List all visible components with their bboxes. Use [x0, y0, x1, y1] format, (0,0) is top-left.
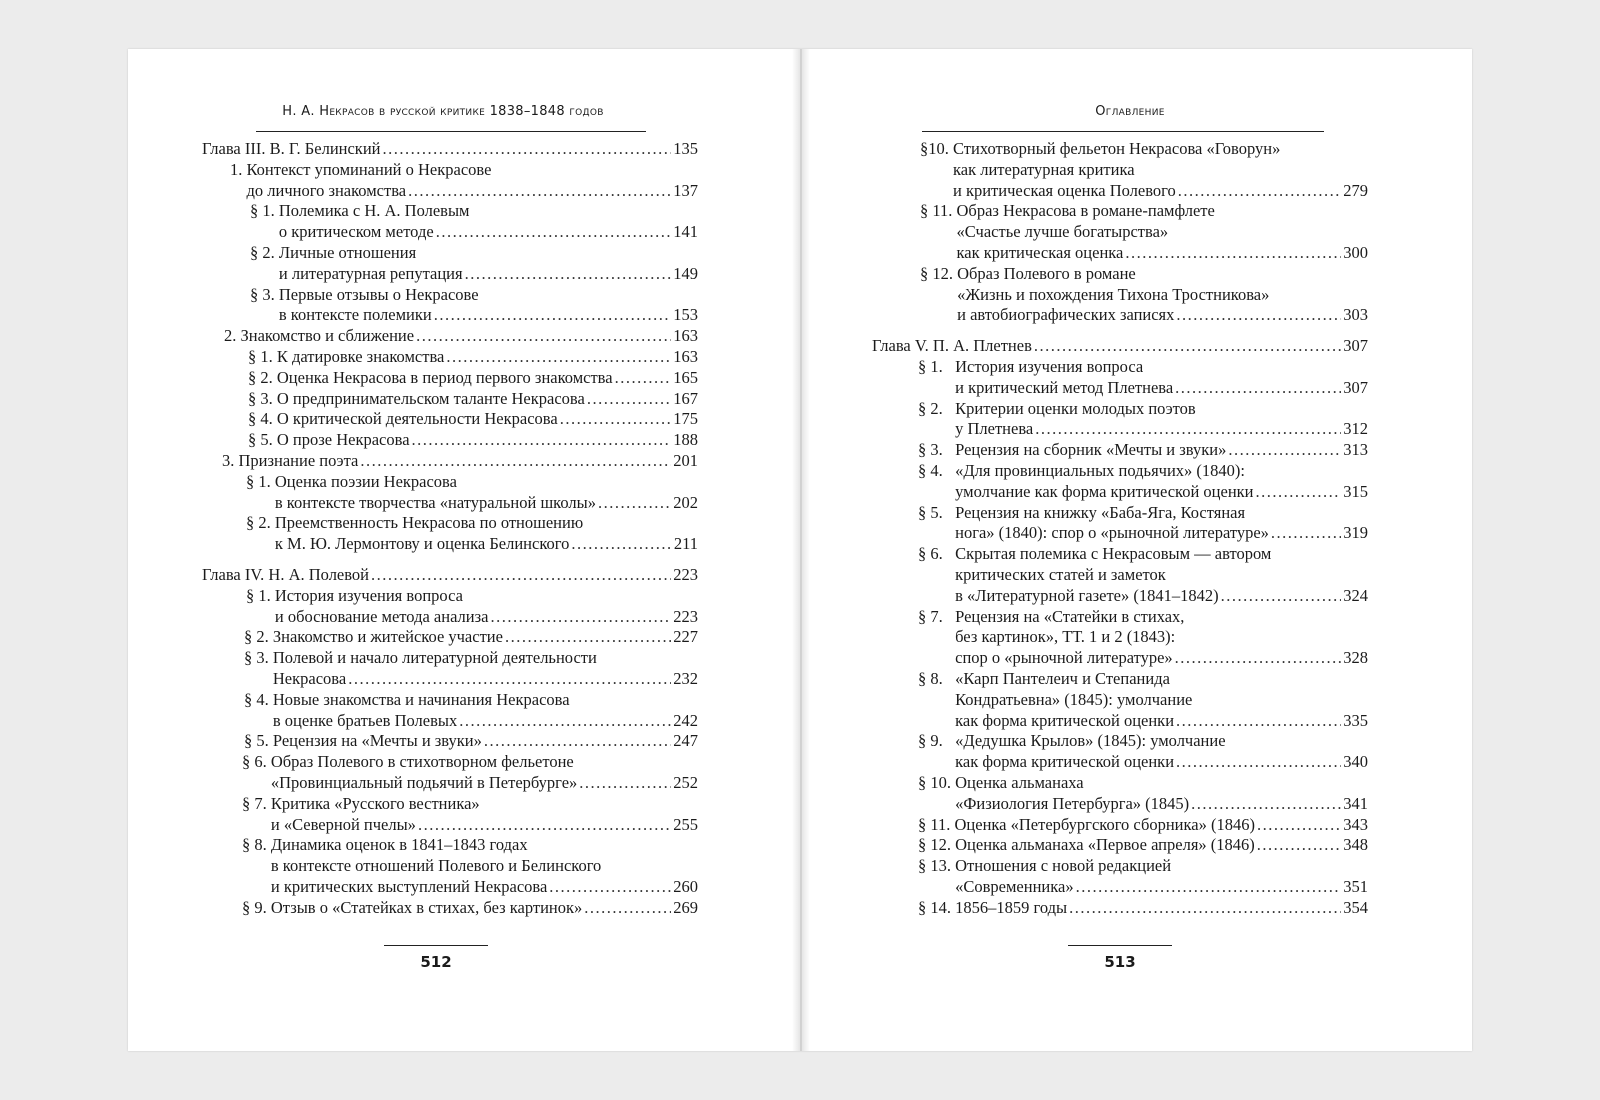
toc-entry-page: 260	[673, 876, 698, 896]
toc-entry-title-line: Отзыв о «Статейках в стихах, без картинок»	[270, 897, 583, 917]
toc-entry	[202, 409, 698, 430]
dot-leader	[1228, 440, 1341, 461]
toc-entry-number: § 2.	[250, 242, 279, 262]
toc-entry	[202, 627, 698, 648]
toc-entry	[202, 139, 698, 160]
toc-entry-title-line: без картинок», ТТ. 1 и 2 (1843):	[955, 627, 1176, 647]
toc-entry-number: § 9.	[918, 731, 956, 751]
dot-leader	[412, 430, 672, 451]
toc-entry-page: 312	[1343, 419, 1368, 439]
toc-entry-title-line: нога» (1840): спор о «рыночной литературе»	[955, 523, 1269, 543]
toc-entry-title-line: Личные отношения	[278, 242, 417, 262]
toc-entry-title-line: Критерии оценки молодых поэтов	[955, 398, 1196, 418]
toc-entry-number: § 7.	[242, 793, 271, 813]
toc-entry	[202, 451, 698, 472]
dot-leader	[1076, 877, 1342, 898]
toc-entry-title-line: в оценке братьев Полевых	[272, 710, 458, 730]
toc-entry-title-line: как форма критической оценки	[955, 710, 1175, 730]
toc-entry-page: 348	[1343, 835, 1368, 855]
toc-entry-title-line: Глава IV. Н. А. Полевой	[202, 564, 370, 584]
table-of-contents	[202, 139, 698, 918]
toc-entry-number: § 1.	[246, 471, 275, 491]
toc-entry	[872, 815, 1368, 836]
toc-entry-page: 315	[1343, 481, 1368, 501]
book-spread	[128, 49, 1472, 1051]
toc-entry-page: 175	[673, 409, 698, 429]
toc-entry-page: 279	[1343, 180, 1368, 200]
toc-entry-page: 269	[673, 897, 698, 917]
footer-rule	[1068, 945, 1172, 946]
toc-entry-page: 242	[673, 710, 698, 730]
toc-entry-title-line: История изучения вопроса	[955, 356, 1144, 376]
toc-entry-page: 341	[1343, 793, 1368, 813]
toc-entry	[872, 399, 1368, 441]
toc-entry-page: 232	[673, 668, 698, 688]
toc-entry-title-line: Знакомство и житейское участие	[272, 627, 503, 647]
toc-entry-title-line: Стихотворный фельетон Некрасова «Говорун»	[953, 139, 1281, 158]
toc-entry-number: § 13.	[918, 856, 956, 876]
toc-entry-number: § 7.	[918, 606, 956, 626]
toc-entry-page: 167	[673, 388, 698, 408]
toc-entry-title-line: О предпринимательском таланте Некрасова	[276, 388, 585, 408]
running-head: Оглавление	[1095, 104, 1165, 119]
dot-leader	[360, 451, 671, 472]
toc-entry	[202, 586, 698, 628]
gutter-fold	[792, 49, 810, 1051]
dot-leader	[1175, 648, 1342, 669]
toc-entry-title-line: О критической деятельности Некрасова	[276, 409, 558, 429]
toc-entry-number: § 6.	[918, 544, 956, 564]
toc-entry-title-line: Образ Полевого в романе	[957, 263, 1136, 283]
toc-entry-number: § 3.	[248, 388, 277, 408]
dot-leader	[1034, 336, 1341, 357]
toc-entry-title-line: «Счастье лучше богатырства»	[956, 222, 1169, 242]
page-number: 513	[1104, 953, 1136, 971]
toc-entry-page: 211	[673, 534, 698, 554]
toc-entry	[202, 835, 698, 897]
toc-entry	[202, 326, 698, 347]
toc-entry-title-line: как критическая оценка	[956, 242, 1124, 262]
toc-entry-page: 223	[673, 564, 698, 584]
toc-entry-number: § 12.	[920, 263, 958, 283]
toc-entry-number: § 2.	[248, 367, 277, 387]
toc-entry-title-line: и литературная репутация	[278, 263, 463, 283]
dot-leader	[571, 534, 671, 555]
toc-entry-page: 319	[1343, 523, 1368, 543]
toc-entry-page: 137	[673, 180, 698, 200]
toc-entry-title-line: История изучения вопроса	[274, 585, 463, 605]
toc-entry-number: § 12.	[918, 835, 956, 855]
toc-entry-page: 307	[1343, 377, 1368, 397]
toc-entry-title-line: как форма критической оценки	[955, 752, 1175, 772]
toc-entry-title-line: Некрасова	[272, 668, 347, 688]
toc-entry-number: § 5.	[918, 502, 956, 522]
toc-entry-title-line: и критическая оценка Полевого	[953, 180, 1176, 200]
toc-entry-title-line: Глава III. В. Г. Белинский	[202, 139, 381, 158]
toc-entry-title-line: в контексте отношений Полевого и Белинского	[270, 856, 602, 876]
page-number: 512	[420, 953, 452, 971]
toc-entry-page: 255	[673, 814, 698, 834]
dot-leader	[1176, 752, 1341, 773]
toc-entry-number: §10.	[920, 139, 953, 158]
toc-entry	[872, 440, 1368, 461]
toc-entry-title-line: Рецензия на книжку «Баба-Яга, Костяная	[955, 502, 1246, 522]
dot-leader	[383, 139, 672, 160]
dot-leader	[1271, 523, 1341, 544]
toc-entry	[202, 472, 698, 514]
toc-entry-page: 313	[1343, 440, 1368, 460]
toc-entry-title-line: Критика «Русского вестника»	[270, 793, 480, 813]
right-page	[810, 49, 1472, 1051]
toc-entry-page: 351	[1343, 876, 1368, 896]
toc-entry-title-line: Контекст упоминаний о Некрасове	[246, 159, 492, 179]
toc-entry-number: § 5.	[244, 731, 273, 751]
toc-entry-number: § 1.	[246, 585, 275, 605]
toc-entry	[872, 503, 1368, 545]
toc-entry	[202, 201, 698, 243]
toc-entry-page: 223	[673, 606, 698, 626]
toc-entry	[202, 347, 698, 368]
toc-entry-title-line: спор о «рыночной литературе»	[955, 648, 1173, 668]
footer-rule	[384, 945, 488, 946]
toc-entry	[202, 565, 698, 586]
toc-entry-title-line: «Дедушка Крылов» (1845): умолчание	[955, 731, 1226, 751]
toc-entry-page: 165	[673, 367, 698, 387]
toc-entry-title-line: О прозе Некрасова	[276, 430, 410, 450]
toc-entry-page: 201	[673, 450, 698, 470]
toc-entry-title-line: в контексте полемики	[278, 305, 432, 325]
header-rule	[256, 131, 646, 132]
toc-entry	[202, 731, 698, 752]
dot-leader	[1221, 586, 1342, 607]
toc-entry-number: § 4.	[248, 409, 277, 429]
toc-entry	[872, 357, 1368, 399]
dot-leader	[459, 711, 671, 732]
toc-entry	[202, 285, 698, 327]
toc-entry-title-line: Скрытая полемика с Некрасовым — автором	[955, 544, 1272, 564]
toc-entry-title-line: в контексте творчества «натуральной школы»	[274, 492, 596, 512]
header-rule	[922, 131, 1324, 132]
toc-entry	[872, 731, 1368, 773]
toc-entry-number: § 2.	[244, 627, 273, 647]
dot-leader	[1125, 243, 1341, 264]
toc-entry	[202, 794, 698, 836]
toc-entry-number: § 1.	[918, 356, 956, 376]
toc-entry-number: 3.	[222, 450, 239, 470]
dot-leader	[371, 565, 671, 586]
toc-entry-title-line: умолчание как форма критической оценки	[955, 481, 1254, 501]
toc-entry-title-line: Образ Некрасова в романе-памфлете	[956, 201, 1215, 221]
dot-leader	[505, 627, 671, 648]
toc-entry-page: 303	[1343, 305, 1368, 325]
toc-entry-number: § 1.	[248, 346, 277, 366]
toc-entry	[872, 607, 1368, 669]
toc-entry	[202, 648, 698, 690]
toc-entry-page: 188	[673, 430, 698, 450]
toc-entry-page: 141	[673, 222, 698, 242]
dot-leader	[1256, 482, 1342, 503]
toc-entry-number: § 14.	[918, 897, 956, 917]
toc-entry-page: 252	[673, 772, 698, 792]
dot-leader	[598, 493, 671, 514]
toc-entry	[202, 160, 698, 202]
toc-entry-title-line: Новые знакомства и начинания Некрасова	[272, 689, 570, 709]
toc-entry-title-line: в «Литературной газете» (1841–1842)	[955, 585, 1219, 605]
toc-entry-page: 328	[1343, 648, 1368, 668]
toc-entry	[872, 544, 1368, 606]
toc-entry-number: § 10.	[918, 772, 956, 792]
toc-entry-title-line: 1856–1859 годы	[955, 897, 1068, 917]
toc-entry-title-line: Рецензия на «Статейки в стихах,	[955, 606, 1185, 626]
toc-entry-page: 135	[673, 139, 698, 158]
toc-entry-title-line: Оценка альманаха «Первое апреля» (1846)	[955, 835, 1255, 855]
toc-entry-title-line: до личного знакомства	[246, 180, 407, 200]
toc-entry-title-line: Оценка Некрасова в период первого знакомства	[276, 367, 613, 387]
toc-entry-title-line: «Карп Пантелеич и Степанида	[955, 668, 1170, 688]
toc-entry-number: § 4.	[244, 689, 273, 709]
toc-entry-page: 343	[1343, 814, 1368, 834]
toc-entry-number: § 11.	[920, 201, 957, 221]
toc-entry-title-line: Оценка альманаха	[955, 772, 1084, 792]
dot-leader	[1257, 835, 1341, 856]
toc-entry-title-line: Отношения с новой редакцией	[955, 856, 1172, 876]
toc-entry	[872, 669, 1368, 731]
toc-entry	[872, 139, 1368, 201]
dot-leader	[560, 409, 672, 430]
toc-entry	[872, 898, 1368, 919]
toc-entry	[202, 690, 698, 732]
toc-entry-number: § 3.	[244, 648, 273, 668]
left-page	[128, 49, 792, 1051]
toc-entry-number: § 4.	[918, 460, 956, 480]
dot-leader	[1069, 898, 1341, 919]
toc-entry-title-line: Кондратьевна» (1845): умолчание	[955, 689, 1193, 709]
toc-entry	[872, 856, 1368, 898]
dot-leader	[490, 607, 671, 628]
toc-entry-title-line: «Жизнь и похождения Тихона Тростникова»	[957, 284, 1270, 304]
toc-entry-title-line: к М. Ю. Лермонтову и оценка Белинского	[274, 534, 570, 554]
toc-entry-number: § 8.	[242, 835, 271, 855]
dot-leader	[484, 731, 671, 752]
toc-entry-number: § 2.	[246, 513, 275, 533]
toc-entry-number: § 5.	[248, 430, 277, 450]
toc-entry	[872, 264, 1368, 326]
dot-leader	[615, 368, 672, 389]
toc-entry-number: § 8.	[918, 668, 956, 688]
dot-leader	[1176, 711, 1341, 732]
toc-entry-title-line: Знакомство и сближение	[240, 326, 415, 346]
toc-entry	[202, 513, 698, 555]
toc-entry-title-line: Глава V. П. А. Плетнев	[872, 336, 1032, 356]
toc-entry-title-line: и критических выступлений Некрасова	[270, 876, 548, 896]
dot-leader	[418, 815, 671, 836]
toc-entry-number: § 3.	[250, 284, 279, 304]
toc-entry-number: § 1.	[250, 201, 279, 221]
toc-entry	[872, 461, 1368, 503]
table-of-contents	[872, 139, 1368, 918]
toc-entry-number: § 6.	[242, 752, 271, 772]
toc-entry-page: 202	[673, 492, 698, 512]
toc-entry	[202, 243, 698, 285]
toc-entry-title-line: Первые отзывы о Некрасове	[278, 284, 479, 304]
dot-leader	[1175, 378, 1341, 399]
dot-leader	[584, 898, 671, 919]
toc-entry-title-line: критических статей и заметок	[955, 564, 1166, 584]
toc-entry-title-line: и «Северной пчелы»	[270, 814, 416, 834]
toc-entry-title-line: Преемственность Некрасова по отношению	[274, 513, 584, 533]
toc-entry-number: § 2.	[918, 398, 956, 418]
running-head: Н. А. Некрасов в русской критике 1838–1848 годов	[282, 104, 604, 119]
toc-entry-page: 324	[1343, 585, 1368, 605]
dot-leader	[579, 773, 671, 794]
toc-entry	[872, 336, 1368, 357]
toc-entry	[202, 389, 698, 410]
toc-entry-number: § 11.	[918, 814, 955, 834]
toc-entry-title-line: Рецензия на сборник «Мечты и звуки»	[955, 440, 1227, 460]
toc-entry-title-line: и обоснование метода анализа	[274, 606, 489, 626]
toc-entry-title-line: «Современника»	[955, 876, 1074, 896]
toc-entry-title-line: «Для провинциальных подьячих» (1840):	[955, 460, 1245, 480]
toc-entry-title-line: Оценка «Петербургского сборника» (1846)	[954, 814, 1255, 834]
toc-entry-title-line: о критическом методе	[278, 222, 434, 242]
toc-entry-page: 300	[1343, 242, 1368, 262]
toc-entry-title-line: К датировке знакомства	[276, 346, 445, 366]
dot-leader	[446, 347, 671, 368]
dot-leader	[1257, 815, 1341, 836]
toc-entry-number: 2.	[224, 326, 241, 346]
toc-entry-page: 335	[1343, 710, 1368, 730]
toc-entry-page: 227	[673, 627, 698, 647]
toc-entry-number: § 3.	[918, 440, 956, 460]
dot-leader	[434, 305, 672, 326]
toc-entry-page: 163	[673, 346, 698, 366]
toc-entry-title-line: Динамика оценок в 1841–1843 годах	[270, 835, 528, 855]
toc-entry-page: 163	[673, 326, 698, 346]
toc-entry-title-line: Рецензия на «Мечты и звуки»	[272, 731, 482, 751]
toc-entry	[202, 898, 698, 919]
dot-leader	[408, 181, 671, 202]
toc-entry-title-line: Полевой и начало литературной деятельности	[272, 648, 597, 668]
toc-entry-page: 354	[1343, 897, 1368, 917]
dot-leader	[587, 389, 671, 410]
toc-entry	[202, 430, 698, 451]
dot-leader	[465, 264, 672, 285]
toc-entry	[202, 752, 698, 794]
toc-entry-page: 340	[1343, 752, 1368, 772]
toc-entry-title-line: и автобиографических записях	[957, 305, 1175, 325]
toc-entry-number: 1.	[230, 159, 247, 179]
toc-entry-title-line: Образ Полевого в стихотворном фельетоне	[270, 752, 574, 772]
dot-leader	[1176, 305, 1341, 326]
dot-leader	[549, 877, 671, 898]
toc-entry	[202, 368, 698, 389]
toc-entry-number: § 9.	[242, 897, 271, 917]
dot-leader	[1191, 794, 1341, 815]
toc-entry-title-line: «Физиология Петербурга» (1845)	[955, 793, 1190, 813]
toc-entry-title-line: «Провинциальный подьячий в Петербурге»	[270, 772, 578, 792]
toc-entry-page: 247	[673, 731, 698, 751]
toc-entry-page: 307	[1343, 336, 1368, 356]
dot-leader	[348, 669, 671, 690]
toc-entry-title-line: у Плетнева	[955, 419, 1034, 439]
toc-entry-title-line: как литературная критика	[953, 159, 1135, 179]
toc-entry-title-line: Оценка поэзии Некрасова	[274, 471, 457, 491]
dot-leader	[416, 326, 671, 347]
dot-leader	[1035, 419, 1341, 440]
toc-entry-page: 153	[673, 305, 698, 325]
toc-entry-title-line: и критический метод Плетнева	[955, 377, 1174, 397]
toc-entry-page: 149	[673, 263, 698, 283]
toc-entry-title-line: Признание поэта	[238, 450, 359, 470]
toc-entry	[872, 201, 1368, 263]
toc-entry	[872, 773, 1368, 815]
dot-leader	[1178, 181, 1342, 202]
toc-entry	[872, 835, 1368, 856]
dot-leader	[436, 222, 672, 243]
toc-entry-title-line: Полемика с Н. А. Полевым	[278, 201, 470, 221]
